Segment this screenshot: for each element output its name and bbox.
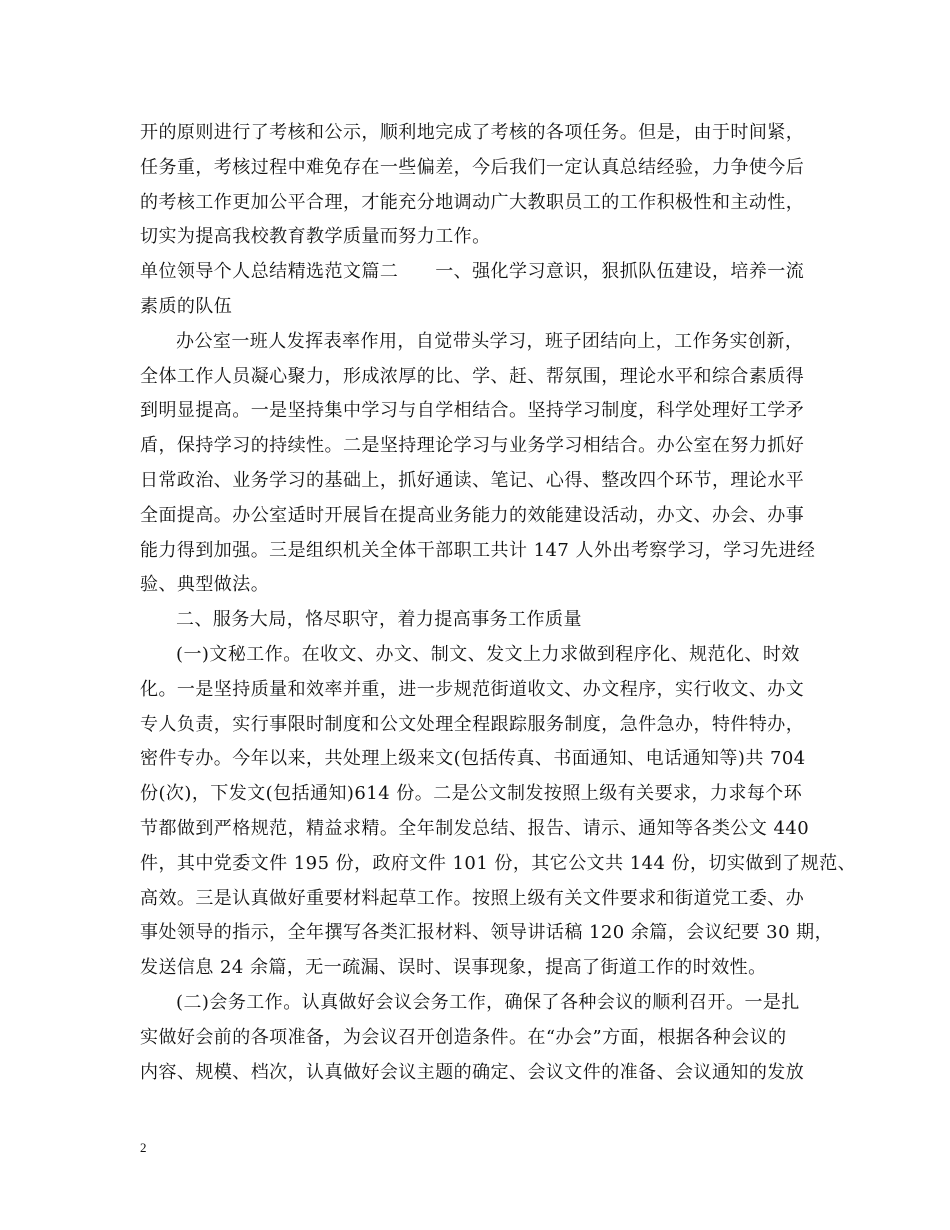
text-line: 化。一是坚持质量和效率并重，进一步规范街道收文、办文程序，实行收文、办文: [140, 678, 805, 700]
text-line: 件，其中党委文件 195 份，政府文件 101 份，其它公文共 144 份，切实做到了规范、: [140, 852, 857, 874]
text-line: 开的原则进行了考核和公示，顺利地完成了考核的各项任务。但是，由于时间紧，: [140, 122, 805, 143]
section-heading-line: 单位领导个人总结精选范文篇二 一、强化学习意识，狠抓队伍建设，培养一流: [140, 261, 805, 283]
text-line: 专人负责，实行事限时制度和公文处理全程跟踪服务制度，急件急办，特件特办，: [140, 713, 805, 735]
text-line: 高效。三是认真做好重要材料起草工作。按照上级有关文件要求和街道党工委、办: [140, 887, 805, 909]
section-heading-line: 二、服务大局，恪尽职守，着力提高事务工作质量: [176, 609, 582, 631]
text-line: 份(次)，下发文(包括通知)614 份。二是公文制发按照上级有关要求，力求每个环: [140, 783, 803, 805]
document-body: [140, 116, 857, 1090]
text-line: 事处领导的指示，全年撰写各类汇报材料、领导讲话稿 120 余篇，会议纪要 30 期，: [140, 922, 834, 944]
text-line: 实做好会前的各项准备，为会议召开创造条件。在“办会”方面，根据各种会议的: [140, 1026, 787, 1048]
text-line: 到明显提高。一是坚持集中学习与自学相结合。坚持学习制度，科学处理好工学矛: [140, 400, 805, 422]
text-line: 内容、规模、档次，认真做好会议主题的确定、会议文件的准备、会议通知的发放: [140, 1061, 805, 1083]
text-line: 任务重，考核过程中难免存在一些偏差，今后我们一定认真总结经验，力争使今后: [140, 156, 805, 178]
page-number: 2: [140, 1140, 147, 1155]
text-line: 全面提高。办公室适时开展旨在提高业务能力的效能建设活动，办文、办会、办事: [140, 504, 805, 526]
text-line: 全体工作人员凝心聚力，形成浓厚的比、学、赶、帮氛围，理论水平和综合素质得: [140, 365, 805, 387]
paragraph-start-line: 办公室一班人发挥表率作用，自觉带头学习，班子团结向上，工作务实创新，: [176, 330, 804, 352]
text-line: 盾，保持学习的持续性。二是坚持理论学习与业务学习相结合。办公室在努力抓好: [140, 435, 805, 457]
text-line: 日常政治、业务学习的基础上，抓好通读、笔记、心得、整改四个环节，理论水平: [140, 469, 805, 491]
paragraph-start-line: (一)文秘工作。在收文、办文、制文、发文上力求做到程序化、规范化、时效: [176, 643, 800, 665]
text-line: 切实为提高我校教育教学质量而努力工作。: [140, 226, 491, 248]
paragraph-start-line: (二)会务工作。认真做好会议会务工作，确保了各种会议的顺利召开。一是扎: [176, 991, 800, 1013]
text-line: 节都做到严格规范，精益求精。全年制发总结、报告、请示、通知等各类公文 440: [140, 817, 810, 839]
text-line: 的考核工作更加公平合理，才能充分地调动广大教职员工的工作积极性和主动性，: [140, 191, 805, 213]
text-line: 密件专办。今年以来，共处理上级来文(包括传真、书面通知、电话通知等)共 704: [140, 748, 806, 770]
text-line: 验、典型做法。: [140, 574, 270, 596]
text-line: 发送信息 24 余篇，无一疏漏、误时、误事现象，提高了街道工作的时效性。: [140, 957, 767, 979]
section-heading-line: 素质的队伍: [140, 295, 233, 317]
text-line: 能力得到加强。三是组织机关全体干部职工共计 147 人外出考察学习，学习先进经: [140, 539, 816, 561]
